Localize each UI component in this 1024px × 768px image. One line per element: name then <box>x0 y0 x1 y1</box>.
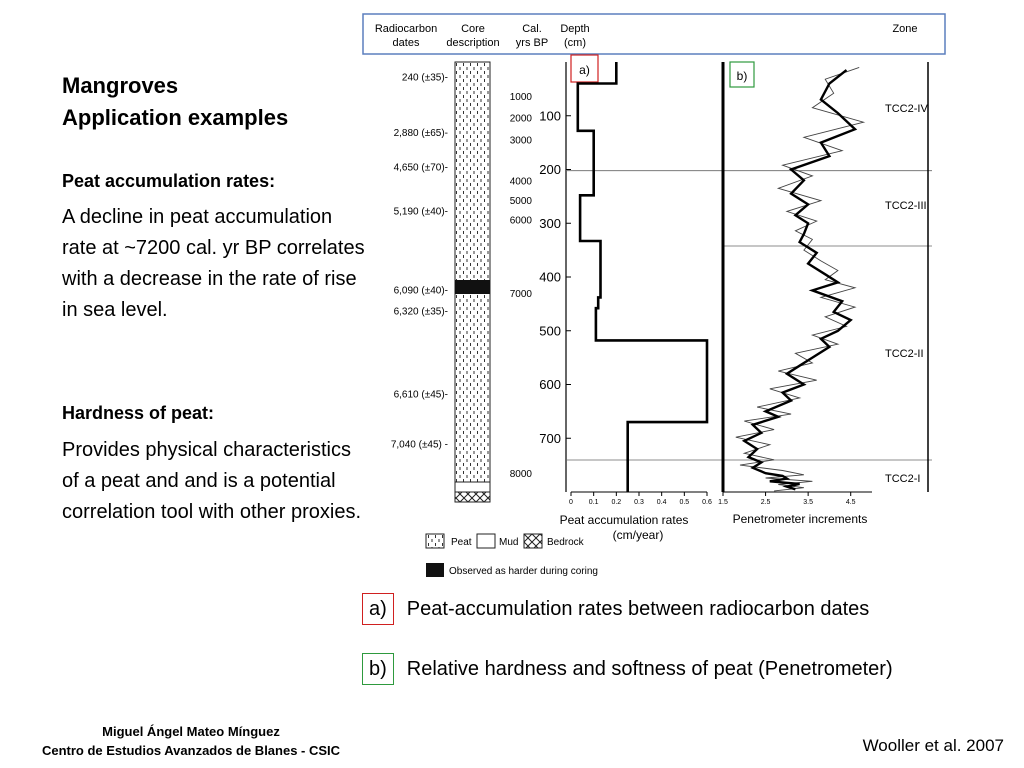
cal-ages <box>510 92 533 480</box>
cal-age-label: 1000 <box>509 91 532 103</box>
radiocarbon-date-label: 4,650 (±70)- <box>393 162 448 174</box>
panel-b-xlabel: Penetrometer increments <box>732 512 868 526</box>
slide-title-line2: Application examples <box>62 105 289 130</box>
panel-b-penetrometer <box>718 62 928 526</box>
header-core-2: description <box>446 37 500 49</box>
panel-a-tick-label: 0.6 <box>702 499 712 506</box>
panel-a-ticks <box>569 492 712 506</box>
header-depth-1: Depth <box>560 23 590 35</box>
core-column <box>455 62 490 502</box>
header-cal-1: Cal. <box>522 23 542 35</box>
panel-a-tick-label: 0 <box>569 499 573 506</box>
radiocarbon-dates <box>391 73 448 451</box>
panel-a-tick-label: 0.5 <box>679 499 690 506</box>
panel-a-tick-label: 0.3 <box>634 499 644 506</box>
radiocarbon-date-label: 240 (±35)- <box>401 72 448 84</box>
legend-mud: Mud <box>499 537 519 548</box>
cal-age-label: 4000 <box>509 176 532 188</box>
legend-harder: Observed as harder during coring <box>449 566 598 577</box>
panel-a-tick-label: 0.2 <box>611 499 622 506</box>
peat-rate-line <box>578 62 707 492</box>
caption-b-text: Relative hardness and softness of peat (Penetrometer) <box>406 657 893 680</box>
panel-a-peat-rates <box>560 55 712 542</box>
radiocarbon-date-label: 2,880 (±65)- <box>393 127 448 139</box>
core-figure <box>360 10 960 585</box>
radiocarbon-date-label: 6,090 (±40)- <box>393 285 448 297</box>
header-cal-2: yrs BP <box>515 37 549 49</box>
figure-header <box>363 14 945 54</box>
legend-bedrock: Bedrock <box>547 537 584 548</box>
cal-age-label: 8000 <box>509 469 532 481</box>
cal-age-label: 3000 <box>509 135 532 147</box>
panel-b-tick-label: 4.5 <box>845 499 856 506</box>
zone-label-ii: TCC2-II <box>885 348 924 360</box>
footer-author: Miguel Ángel Mateo Mínguez <box>102 724 280 739</box>
radiocarbon-date-label: 5,190 (±40)- <box>393 206 448 218</box>
radiocarbon-date-label: 6,610 (±45)- <box>393 389 448 401</box>
slide-title <box>62 70 288 134</box>
peat-rates-heading: Peat accumulation rates: <box>62 171 276 191</box>
legend-peat-swatch <box>426 534 444 548</box>
slide-title-line1: Mangroves <box>62 73 179 98</box>
legend-harder-swatch <box>426 563 444 577</box>
cal-age-label: 7000 <box>509 289 532 301</box>
peat-hardness-body: Provides physical characteristics of a peat and and is a potential correlation tool with other proxies. <box>62 439 362 523</box>
penetrometer-smoothed-line <box>744 70 855 489</box>
core-peat <box>455 62 490 482</box>
header-zone: Zone <box>892 23 918 35</box>
core-mud <box>455 482 490 492</box>
panel-a-xlabel-2: (cm/year) <box>612 528 664 542</box>
panel-b-tick-label: 3.5 <box>803 499 814 506</box>
header-core-1: Core <box>461 23 485 35</box>
legend-bedrock-swatch <box>524 534 542 548</box>
caption-b <box>362 653 893 685</box>
panel-a-xlabel-1: Peat accumulation rates <box>559 513 689 527</box>
panel-a-tick-label: 0.1 <box>588 499 599 506</box>
citation: Wooller et al. 2007 <box>862 736 1004 755</box>
depth-axis <box>539 62 571 492</box>
cal-age-label: 5000 <box>509 196 532 208</box>
core-harder-band <box>455 280 490 294</box>
depth-tick-label: 400 <box>539 269 561 285</box>
panel-b-tag: b) <box>736 69 748 83</box>
cal-age-label: 2000 <box>509 113 532 125</box>
panel-b-ticks <box>718 492 856 506</box>
header-depth-2: (cm) <box>564 37 586 49</box>
zone-boundaries <box>566 171 932 460</box>
depth-tick-label: 700 <box>539 430 561 446</box>
depth-tick-label: 300 <box>539 215 561 231</box>
panel-b-tick-label: 1.5 <box>718 499 728 506</box>
peat-rates-body: A decline in peat accumulation rate at ~7200 cal. yr BP correlates with a decrease in the rate of rise in sea level. <box>62 206 365 321</box>
radiocarbon-date-label: 6,320 (±35)- <box>393 306 448 318</box>
zone-label-iii: TCC2-III <box>885 200 927 212</box>
panel-a-tick-label: 0.4 <box>656 499 667 506</box>
core-bedrock <box>455 492 490 502</box>
figure-legend <box>426 534 598 577</box>
legend-mud-swatch <box>477 534 495 548</box>
cal-age-label: 6000 <box>509 215 532 227</box>
radiocarbon-date-label: 7,040 (±45) - <box>390 439 448 451</box>
peat-hardness-heading: Hardness of peat: <box>62 403 215 423</box>
depth-tick-label: 100 <box>539 108 561 124</box>
caption-b-tag: b) <box>362 653 394 685</box>
depth-tick-label: 600 <box>539 377 561 392</box>
depth-tick-label: 500 <box>539 323 561 339</box>
caption-a-text: Peat-accumulation rates between radiocarbon dates <box>406 597 870 620</box>
footer-institution: Centro de Estudios Avanzados de Blanes - CSIC <box>41 743 341 758</box>
panel-b-tick-label: 2.5 <box>760 499 771 506</box>
legend-peat: Peat <box>451 537 472 548</box>
zone-label-i: TCC2-I <box>885 473 921 485</box>
caption-a-tag: a) <box>362 593 394 625</box>
header-radiocarbon-1: Radiocarbon <box>374 23 438 35</box>
footer-credit <box>0 722 382 760</box>
header-radiocarbon-2: dates <box>392 37 420 49</box>
zone-label-iv: TCC2-IV <box>885 103 928 115</box>
panel-a-tag: a) <box>579 63 590 77</box>
zone-labels <box>885 103 928 485</box>
depth-tick-label: 200 <box>539 162 561 177</box>
caption-a <box>362 593 869 625</box>
